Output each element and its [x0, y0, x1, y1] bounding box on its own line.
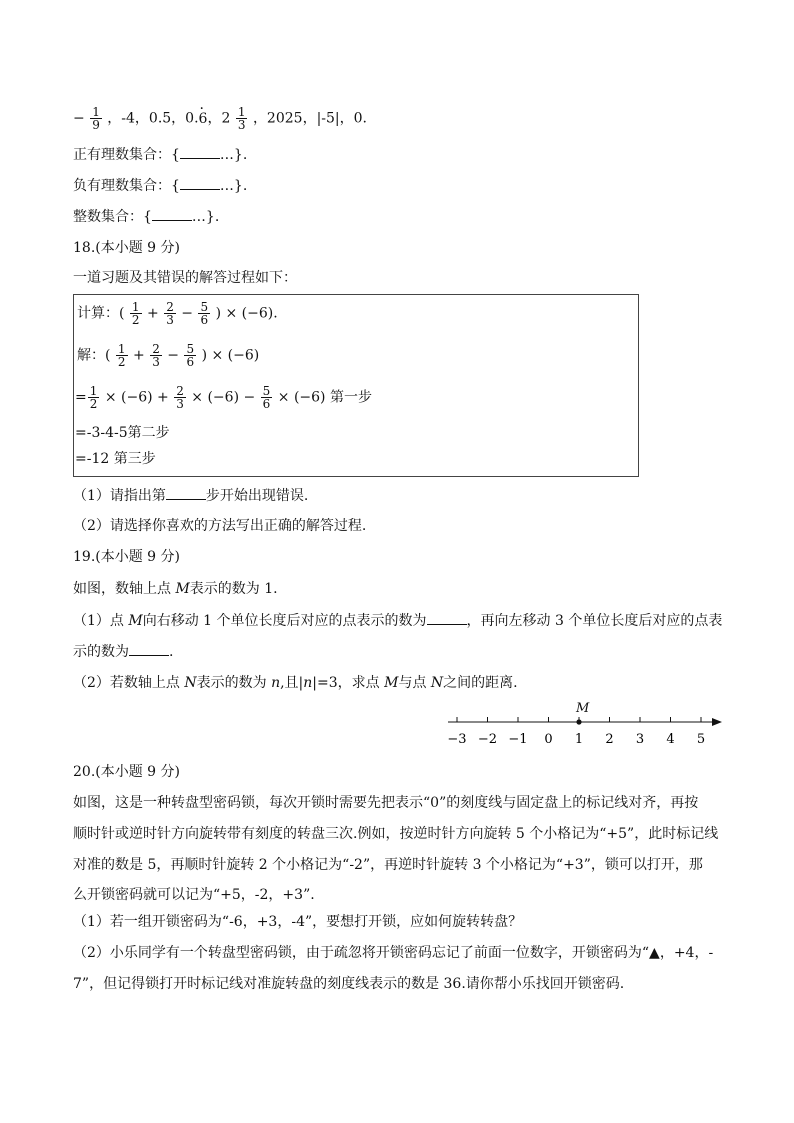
q20-part1: （1）若一组开锁密码为“-6，+3，-4”，要想打开锁，应如何旋转转盘？: [73, 914, 523, 930]
q17-number-list: − $\frac{1}{9}$ ，-4，0.5，0.· 6，2 $\frac{1}{3}$ ，2025，|-5|，0.: [73, 106, 367, 131]
answer-blank[interactable]: [180, 175, 220, 190]
q19-header: 19.(本小题 9 分): [73, 549, 180, 565]
axis-tick-label: 3: [635, 732, 645, 747]
repeating-digit: · 6: [199, 109, 208, 129]
q20-para2: 顺时针或逆时针方向旋转带有刻度的转盘三次.例如，按逆时针方向旋转 5 个小格记为“+5”，此时标记线: [73, 826, 719, 842]
axis-tick-label: −3: [447, 732, 467, 747]
solution-box: [73, 294, 639, 477]
axis-arrow: [712, 718, 722, 726]
negative-set-line: 负有理数集合：{ …}.: [73, 175, 247, 196]
answer-blank[interactable]: [180, 144, 220, 159]
point-m-dot: [576, 719, 581, 724]
positive-set-line: 正有理数集合：{ …}.: [73, 144, 247, 165]
integer-set-line: 整数集合：{ …}.: [73, 206, 219, 227]
q18-intro: 一道习题及其错误的解答过程如下：: [73, 270, 297, 286]
axis-tick-label: −1: [508, 732, 528, 747]
calc-line: 计算：( $\frac{1}{2}$ + $\frac{2}{3}$ − $\frac{5}{6}$ ) × (−6).: [77, 300, 278, 327]
number-line: [440, 696, 730, 750]
q20-part2b: 7”，但记得锁打开时标记线对准旋转盘的刻度线表示的数是 36.请你帮小乐找回开锁密码.: [73, 976, 625, 992]
q18-header: 18.(本小题 9 分): [73, 240, 180, 256]
step2-line: =-3-4-5第二步: [75, 425, 170, 441]
fraction-one-ninth: $\frac{1}{9}$: [92, 105, 100, 132]
q20-header: 20.(本小题 9 分): [73, 764, 180, 780]
answer-blank[interactable]: [166, 485, 206, 500]
axis-tick-label: 0: [544, 732, 553, 747]
answer-blank[interactable]: [427, 610, 467, 625]
point-m-label: M: [576, 701, 590, 716]
step1-line: = $\frac{1}{2}$ × (−6) + $\frac{2}{3}$ × (−6) − $\frac{5}{6}$ × (−6) 第一步: [75, 384, 372, 411]
q18-part2: （2）请选择你喜欢的方法写出正确的解答过程.: [73, 518, 367, 534]
answer-blank[interactable]: [152, 206, 192, 221]
step3-line: =-12 第三步: [75, 451, 156, 467]
axis-tick-label: 2: [605, 732, 614, 747]
answer-blank[interactable]: [129, 641, 169, 656]
q20-para1: 如图，这是一种转盘型密码锁，每次开锁时需要先把表示“0”的刻度线与固定盘上的标记线对齐，再按: [73, 795, 699, 811]
minus-sign: −: [73, 110, 85, 127]
axis-tick-label: 5: [696, 732, 706, 747]
solve-line: 解：( $\frac{1}{2}$ + $\frac{2}{3}$ − $\frac{5}{6}$ ) × (−6): [77, 342, 260, 369]
q19-part1: （1）点 M向右移动 1 个单位长度后对应的点表示的数为 ，再向左移动 3 个单位长度后对应的点表: [73, 610, 722, 631]
axis-tick-label: 4: [666, 732, 675, 747]
q19-part1-cont: 示的数为 .: [73, 641, 173, 662]
axis-tick-label: −2: [477, 732, 498, 747]
q20-part2a: （2）小乐同学有一个转盘型密码锁，由于疏忽将开锁密码忘记了前面一位数字，开锁密码为“▲，+4，-: [73, 945, 714, 961]
q19-part2: （2）若数轴上点 N表示的数为 n,且|n|=3，求点 M与点 N之间的距离.: [73, 675, 518, 691]
q18-part1: （1）请指出第 步开始出现错误.: [73, 485, 308, 506]
q19-intro: 如图，数轴上点 M表示的数为 1.: [73, 581, 278, 597]
fraction-one-third: $\frac{1}{3}$: [237, 105, 246, 132]
axis-tick-label: 1: [574, 732, 584, 747]
q20-para4: 么开锁密码就可以记为“+5，-2，+3”.: [73, 887, 315, 903]
q20-para3: 对准的数是 5，再顺时针旋转 2 个小格记为“-2”，再逆时针旋转 3 个小格记为“+3”，锁可以打开，那: [73, 857, 703, 873]
